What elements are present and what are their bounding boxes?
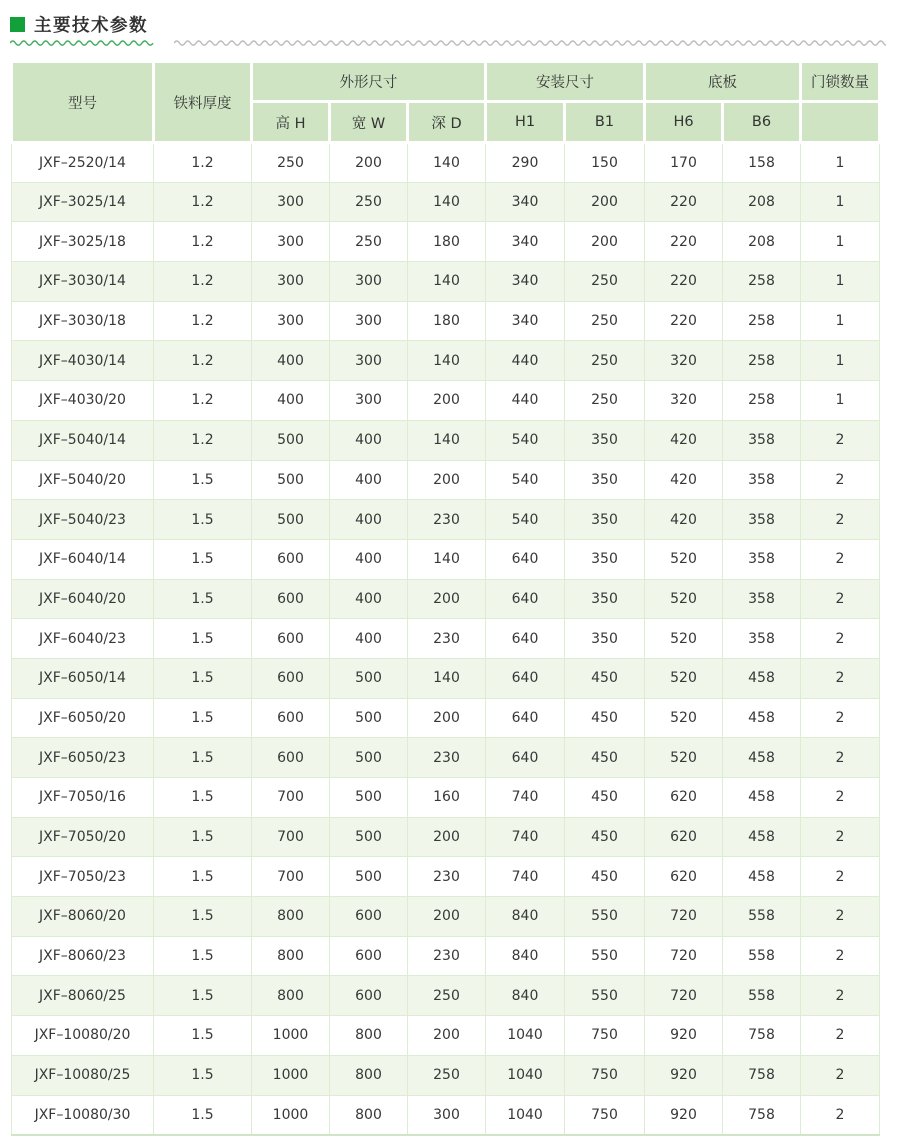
value-cell: 340 xyxy=(486,222,565,262)
value-cell: 230 xyxy=(408,738,486,778)
value-cell: 458 xyxy=(723,658,801,698)
table-row xyxy=(12,698,880,738)
value-cell: 450 xyxy=(565,778,645,818)
value-cell: 640 xyxy=(486,658,565,698)
model-cell: JXF–5040/23 xyxy=(12,500,154,540)
model-cell: JXF–8060/25 xyxy=(12,976,154,1016)
table-row xyxy=(12,976,880,1016)
value-cell: 2 xyxy=(801,420,880,460)
value-cell: 300 xyxy=(252,262,330,302)
value-cell: 1.5 xyxy=(154,1095,252,1135)
value-cell: 558 xyxy=(723,976,801,1016)
value-cell: 350 xyxy=(565,579,645,619)
table-row xyxy=(12,936,880,976)
value-cell: 350 xyxy=(565,539,645,579)
subheader-depth: 深 D xyxy=(408,102,486,143)
value-cell: 2 xyxy=(801,658,880,698)
value-cell: 2 xyxy=(801,778,880,818)
table-row xyxy=(12,1016,880,1056)
value-cell: 258 xyxy=(723,341,801,381)
value-cell: 740 xyxy=(486,857,565,897)
value-cell: 450 xyxy=(565,698,645,738)
value-cell: 1.5 xyxy=(154,539,252,579)
value-cell: 458 xyxy=(723,778,801,818)
value-cell: 220 xyxy=(645,262,723,302)
value-cell: 140 xyxy=(408,658,486,698)
value-cell: 458 xyxy=(723,738,801,778)
value-cell: 400 xyxy=(330,539,408,579)
value-cell: 640 xyxy=(486,698,565,738)
model-cell: JXF–3030/14 xyxy=(12,262,154,302)
value-cell: 640 xyxy=(486,619,565,659)
table-body xyxy=(12,143,880,1135)
value-cell: 500 xyxy=(330,738,408,778)
group-header-base-plate: 底板 xyxy=(645,62,801,102)
value-cell: 200 xyxy=(565,182,645,222)
value-cell: 2 xyxy=(801,1016,880,1056)
value-cell: 558 xyxy=(723,897,801,937)
value-cell: 1.5 xyxy=(154,1016,252,1056)
value-cell: 320 xyxy=(645,381,723,421)
value-cell: 440 xyxy=(486,341,565,381)
table-row xyxy=(12,897,880,937)
value-cell: 1.5 xyxy=(154,738,252,778)
value-cell: 550 xyxy=(565,897,645,937)
value-cell: 1.5 xyxy=(154,976,252,1016)
value-cell: 1.5 xyxy=(154,817,252,857)
value-cell: 540 xyxy=(486,420,565,460)
value-cell: 520 xyxy=(645,738,723,778)
value-cell: 200 xyxy=(408,1016,486,1056)
model-cell: JXF–5040/20 xyxy=(12,460,154,500)
title-underline xyxy=(10,39,900,48)
value-cell: 800 xyxy=(252,897,330,937)
value-cell: 220 xyxy=(645,182,723,222)
value-cell: 358 xyxy=(723,460,801,500)
value-cell: 340 xyxy=(486,182,565,222)
value-cell: 200 xyxy=(408,579,486,619)
value-cell: 2 xyxy=(801,857,880,897)
value-cell: 500 xyxy=(252,460,330,500)
model-cell: JXF–10080/20 xyxy=(12,1016,154,1056)
value-cell: 320 xyxy=(645,341,723,381)
value-cell: 450 xyxy=(565,857,645,897)
value-cell: 500 xyxy=(330,857,408,897)
value-cell: 750 xyxy=(565,1055,645,1095)
value-cell: 2 xyxy=(801,976,880,1016)
value-cell: 520 xyxy=(645,539,723,579)
section-title xyxy=(10,13,900,35)
group-header-outer-dims: 外形尺寸 xyxy=(252,62,486,102)
value-cell: 1 xyxy=(801,341,880,381)
value-cell: 420 xyxy=(645,500,723,540)
value-cell: 600 xyxy=(252,539,330,579)
value-cell: 540 xyxy=(486,500,565,540)
value-cell: 2 xyxy=(801,460,880,500)
value-cell: 2 xyxy=(801,579,880,619)
value-cell: 1.5 xyxy=(154,579,252,619)
value-cell: 1 xyxy=(801,222,880,262)
value-cell: 1.5 xyxy=(154,936,252,976)
value-cell: 720 xyxy=(645,897,723,937)
value-cell: 358 xyxy=(723,579,801,619)
value-cell: 640 xyxy=(486,579,565,619)
value-cell: 300 xyxy=(330,301,408,341)
spec-table xyxy=(10,60,881,1136)
model-cell: JXF–7050/16 xyxy=(12,778,154,818)
model-cell: JXF–10080/30 xyxy=(12,1095,154,1135)
value-cell: 1.2 xyxy=(154,301,252,341)
wavy-line-gray-icon xyxy=(174,39,886,48)
table-row xyxy=(12,262,880,302)
value-cell: 750 xyxy=(565,1016,645,1056)
value-cell: 400 xyxy=(252,341,330,381)
model-cell: JXF–4030/14 xyxy=(12,341,154,381)
value-cell: 450 xyxy=(565,817,645,857)
value-cell: 700 xyxy=(252,817,330,857)
wavy-line-green-icon xyxy=(10,39,158,48)
value-cell: 750 xyxy=(565,1095,645,1135)
subheader-b6: B6 xyxy=(723,102,801,143)
value-cell: 180 xyxy=(408,222,486,262)
value-cell: 290 xyxy=(486,143,565,183)
value-cell: 400 xyxy=(252,381,330,421)
value-cell: 208 xyxy=(723,222,801,262)
value-cell: 230 xyxy=(408,619,486,659)
model-cell: JXF–6050/23 xyxy=(12,738,154,778)
model-cell: JXF–6040/20 xyxy=(12,579,154,619)
value-cell: 840 xyxy=(486,976,565,1016)
subheader-locks-empty xyxy=(801,102,880,143)
value-cell: 720 xyxy=(645,936,723,976)
value-cell: 500 xyxy=(252,420,330,460)
value-cell: 600 xyxy=(252,579,330,619)
value-cell: 1 xyxy=(801,182,880,222)
model-cell: JXF–8060/23 xyxy=(12,936,154,976)
table-row xyxy=(12,817,880,857)
value-cell: 258 xyxy=(723,262,801,302)
value-cell: 450 xyxy=(565,738,645,778)
value-cell: 758 xyxy=(723,1055,801,1095)
value-cell: 300 xyxy=(252,301,330,341)
value-cell: 520 xyxy=(645,579,723,619)
model-cell: JXF–6040/14 xyxy=(12,539,154,579)
table-row xyxy=(12,301,880,341)
table-row xyxy=(12,460,880,500)
value-cell: 200 xyxy=(408,897,486,937)
value-cell: 358 xyxy=(723,420,801,460)
value-cell: 840 xyxy=(486,897,565,937)
value-cell: 300 xyxy=(330,341,408,381)
value-cell: 300 xyxy=(252,222,330,262)
value-cell: 2 xyxy=(801,1095,880,1135)
model-cell: JXF–3025/14 xyxy=(12,182,154,222)
value-cell: 500 xyxy=(330,698,408,738)
value-cell: 200 xyxy=(408,817,486,857)
model-cell: JXF–6040/23 xyxy=(12,619,154,659)
value-cell: 2 xyxy=(801,698,880,738)
value-cell: 800 xyxy=(252,976,330,1016)
value-cell: 458 xyxy=(723,698,801,738)
value-cell: 140 xyxy=(408,143,486,183)
value-cell: 200 xyxy=(408,381,486,421)
value-cell: 200 xyxy=(565,222,645,262)
value-cell: 208 xyxy=(723,182,801,222)
table-row xyxy=(12,539,880,579)
table-row xyxy=(12,778,880,818)
value-cell: 250 xyxy=(565,262,645,302)
value-cell: 540 xyxy=(486,460,565,500)
value-cell: 1.2 xyxy=(154,222,252,262)
model-cell: JXF–7050/20 xyxy=(12,817,154,857)
value-cell: 230 xyxy=(408,500,486,540)
value-cell: 450 xyxy=(565,658,645,698)
subheader-b1: B1 xyxy=(565,102,645,143)
value-cell: 250 xyxy=(252,143,330,183)
model-cell: JXF–10080/25 xyxy=(12,1055,154,1095)
value-cell: 220 xyxy=(645,301,723,341)
value-cell: 140 xyxy=(408,182,486,222)
table-row xyxy=(12,182,880,222)
value-cell: 620 xyxy=(645,817,723,857)
value-cell: 1040 xyxy=(486,1055,565,1095)
value-cell: 1 xyxy=(801,301,880,341)
value-cell: 920 xyxy=(645,1055,723,1095)
col-header-thickness: 铁料厚度 xyxy=(154,62,252,143)
value-cell: 140 xyxy=(408,539,486,579)
table-row xyxy=(12,500,880,540)
table-row xyxy=(12,341,880,381)
value-cell: 358 xyxy=(723,539,801,579)
value-cell: 700 xyxy=(252,778,330,818)
table-row xyxy=(12,658,880,698)
value-cell: 258 xyxy=(723,301,801,341)
value-cell: 800 xyxy=(330,1016,408,1056)
model-cell: JXF–8060/20 xyxy=(12,897,154,937)
value-cell: 600 xyxy=(252,698,330,738)
value-cell: 350 xyxy=(565,460,645,500)
table-row xyxy=(12,579,880,619)
value-cell: 1 xyxy=(801,143,880,183)
value-cell: 150 xyxy=(565,143,645,183)
value-cell: 2 xyxy=(801,897,880,937)
value-cell: 2 xyxy=(801,619,880,659)
value-cell: 2 xyxy=(801,817,880,857)
value-cell: 350 xyxy=(565,619,645,659)
model-cell: JXF–6050/20 xyxy=(12,698,154,738)
value-cell: 700 xyxy=(252,857,330,897)
value-cell: 1.2 xyxy=(154,143,252,183)
value-cell: 340 xyxy=(486,262,565,302)
value-cell: 300 xyxy=(330,262,408,302)
value-cell: 400 xyxy=(330,619,408,659)
value-cell: 640 xyxy=(486,738,565,778)
table-row xyxy=(12,619,880,659)
value-cell: 758 xyxy=(723,1016,801,1056)
value-cell: 350 xyxy=(565,500,645,540)
value-cell: 1.5 xyxy=(154,1055,252,1095)
value-cell: 200 xyxy=(408,460,486,500)
value-cell: 1.5 xyxy=(154,460,252,500)
value-cell: 458 xyxy=(723,857,801,897)
subheader-height: 高 H xyxy=(252,102,330,143)
table-row xyxy=(12,738,880,778)
value-cell: 420 xyxy=(645,460,723,500)
value-cell: 358 xyxy=(723,619,801,659)
value-cell: 1.2 xyxy=(154,182,252,222)
value-cell: 1 xyxy=(801,381,880,421)
value-cell: 1040 xyxy=(486,1016,565,1056)
table-row xyxy=(12,420,880,460)
value-cell: 1.2 xyxy=(154,420,252,460)
value-cell: 520 xyxy=(645,619,723,659)
value-cell: 170 xyxy=(645,143,723,183)
value-cell: 250 xyxy=(330,222,408,262)
value-cell: 400 xyxy=(330,460,408,500)
value-cell: 420 xyxy=(645,420,723,460)
value-cell: 758 xyxy=(723,1095,801,1135)
value-cell: 340 xyxy=(486,301,565,341)
value-cell: 800 xyxy=(252,936,330,976)
value-cell: 250 xyxy=(408,1055,486,1095)
value-cell: 140 xyxy=(408,341,486,381)
value-cell: 1000 xyxy=(252,1055,330,1095)
col-header-door-locks: 门锁数量 xyxy=(801,62,880,102)
value-cell: 250 xyxy=(330,182,408,222)
value-cell: 1.5 xyxy=(154,500,252,540)
value-cell: 500 xyxy=(330,817,408,857)
value-cell: 550 xyxy=(565,936,645,976)
value-cell: 458 xyxy=(723,817,801,857)
value-cell: 558 xyxy=(723,936,801,976)
value-cell: 620 xyxy=(645,857,723,897)
value-cell: 620 xyxy=(645,778,723,818)
value-cell: 300 xyxy=(252,182,330,222)
table-row xyxy=(12,857,880,897)
value-cell: 300 xyxy=(330,381,408,421)
value-cell: 2 xyxy=(801,936,880,976)
model-cell: JXF–3025/18 xyxy=(12,222,154,262)
value-cell: 230 xyxy=(408,857,486,897)
value-cell: 800 xyxy=(330,1055,408,1095)
model-cell: JXF–5040/14 xyxy=(12,420,154,460)
value-cell: 1.5 xyxy=(154,698,252,738)
model-cell: JXF–7050/23 xyxy=(12,857,154,897)
value-cell: 740 xyxy=(486,778,565,818)
value-cell: 358 xyxy=(723,500,801,540)
value-cell: 440 xyxy=(486,381,565,421)
value-cell: 600 xyxy=(252,738,330,778)
value-cell: 500 xyxy=(330,658,408,698)
value-cell: 250 xyxy=(408,976,486,1016)
value-cell: 800 xyxy=(330,1095,408,1135)
value-cell: 230 xyxy=(408,936,486,976)
table-row xyxy=(12,143,880,183)
value-cell: 500 xyxy=(252,500,330,540)
value-cell: 1000 xyxy=(252,1095,330,1135)
value-cell: 400 xyxy=(330,500,408,540)
value-cell: 640 xyxy=(486,539,565,579)
table-row xyxy=(12,1055,880,1095)
value-cell: 2 xyxy=(801,738,880,778)
value-cell: 300 xyxy=(408,1095,486,1135)
value-cell: 600 xyxy=(330,976,408,1016)
value-cell: 1.5 xyxy=(154,857,252,897)
value-cell: 920 xyxy=(645,1095,723,1135)
table-row xyxy=(12,222,880,262)
value-cell: 140 xyxy=(408,420,486,460)
value-cell: 920 xyxy=(645,1016,723,1056)
value-cell: 600 xyxy=(252,658,330,698)
value-cell: 180 xyxy=(408,301,486,341)
header-group-row xyxy=(12,62,880,102)
value-cell: 158 xyxy=(723,143,801,183)
value-cell: 200 xyxy=(408,698,486,738)
value-cell: 250 xyxy=(565,341,645,381)
group-header-install-dims: 安装尺寸 xyxy=(486,62,645,102)
table-row xyxy=(12,1095,880,1135)
value-cell: 2 xyxy=(801,1055,880,1095)
value-cell: 600 xyxy=(330,936,408,976)
table-header xyxy=(12,62,880,143)
value-cell: 1.5 xyxy=(154,897,252,937)
value-cell: 1.5 xyxy=(154,619,252,659)
subheader-h1: H1 xyxy=(486,102,565,143)
value-cell: 1.2 xyxy=(154,262,252,302)
subheader-h6: H6 xyxy=(645,102,723,143)
value-cell: 840 xyxy=(486,936,565,976)
value-cell: 500 xyxy=(330,778,408,818)
value-cell: 220 xyxy=(645,222,723,262)
value-cell: 400 xyxy=(330,420,408,460)
value-cell: 740 xyxy=(486,817,565,857)
value-cell: 1.2 xyxy=(154,381,252,421)
model-cell: JXF–3030/18 xyxy=(12,301,154,341)
value-cell: 1 xyxy=(801,262,880,302)
value-cell: 600 xyxy=(252,619,330,659)
table-row xyxy=(12,381,880,421)
value-cell: 520 xyxy=(645,698,723,738)
value-cell: 2 xyxy=(801,539,880,579)
value-cell: 2 xyxy=(801,500,880,540)
value-cell: 600 xyxy=(330,897,408,937)
model-cell: JXF–6050/14 xyxy=(12,658,154,698)
value-cell: 160 xyxy=(408,778,486,818)
value-cell: 520 xyxy=(645,658,723,698)
value-cell: 140 xyxy=(408,262,486,302)
value-cell: 1.5 xyxy=(154,658,252,698)
value-cell: 1.5 xyxy=(154,778,252,818)
value-cell: 1040 xyxy=(486,1095,565,1135)
section-title-text: 主要技术参数 xyxy=(34,15,148,36)
value-cell: 250 xyxy=(565,301,645,341)
value-cell: 400 xyxy=(330,579,408,619)
value-cell: 550 xyxy=(565,976,645,1016)
value-cell: 258 xyxy=(723,381,801,421)
subheader-width: 宽 W xyxy=(330,102,408,143)
model-cell: JXF–4030/20 xyxy=(12,381,154,421)
model-cell: JXF–2520/14 xyxy=(12,143,154,183)
col-header-model: 型号 xyxy=(12,62,154,143)
value-cell: 1.2 xyxy=(154,341,252,381)
value-cell: 200 xyxy=(330,143,408,183)
value-cell: 350 xyxy=(565,420,645,460)
value-cell: 720 xyxy=(645,976,723,1016)
value-cell: 250 xyxy=(565,381,645,421)
value-cell: 1000 xyxy=(252,1016,330,1056)
title-bullet-square-icon xyxy=(10,17,25,32)
